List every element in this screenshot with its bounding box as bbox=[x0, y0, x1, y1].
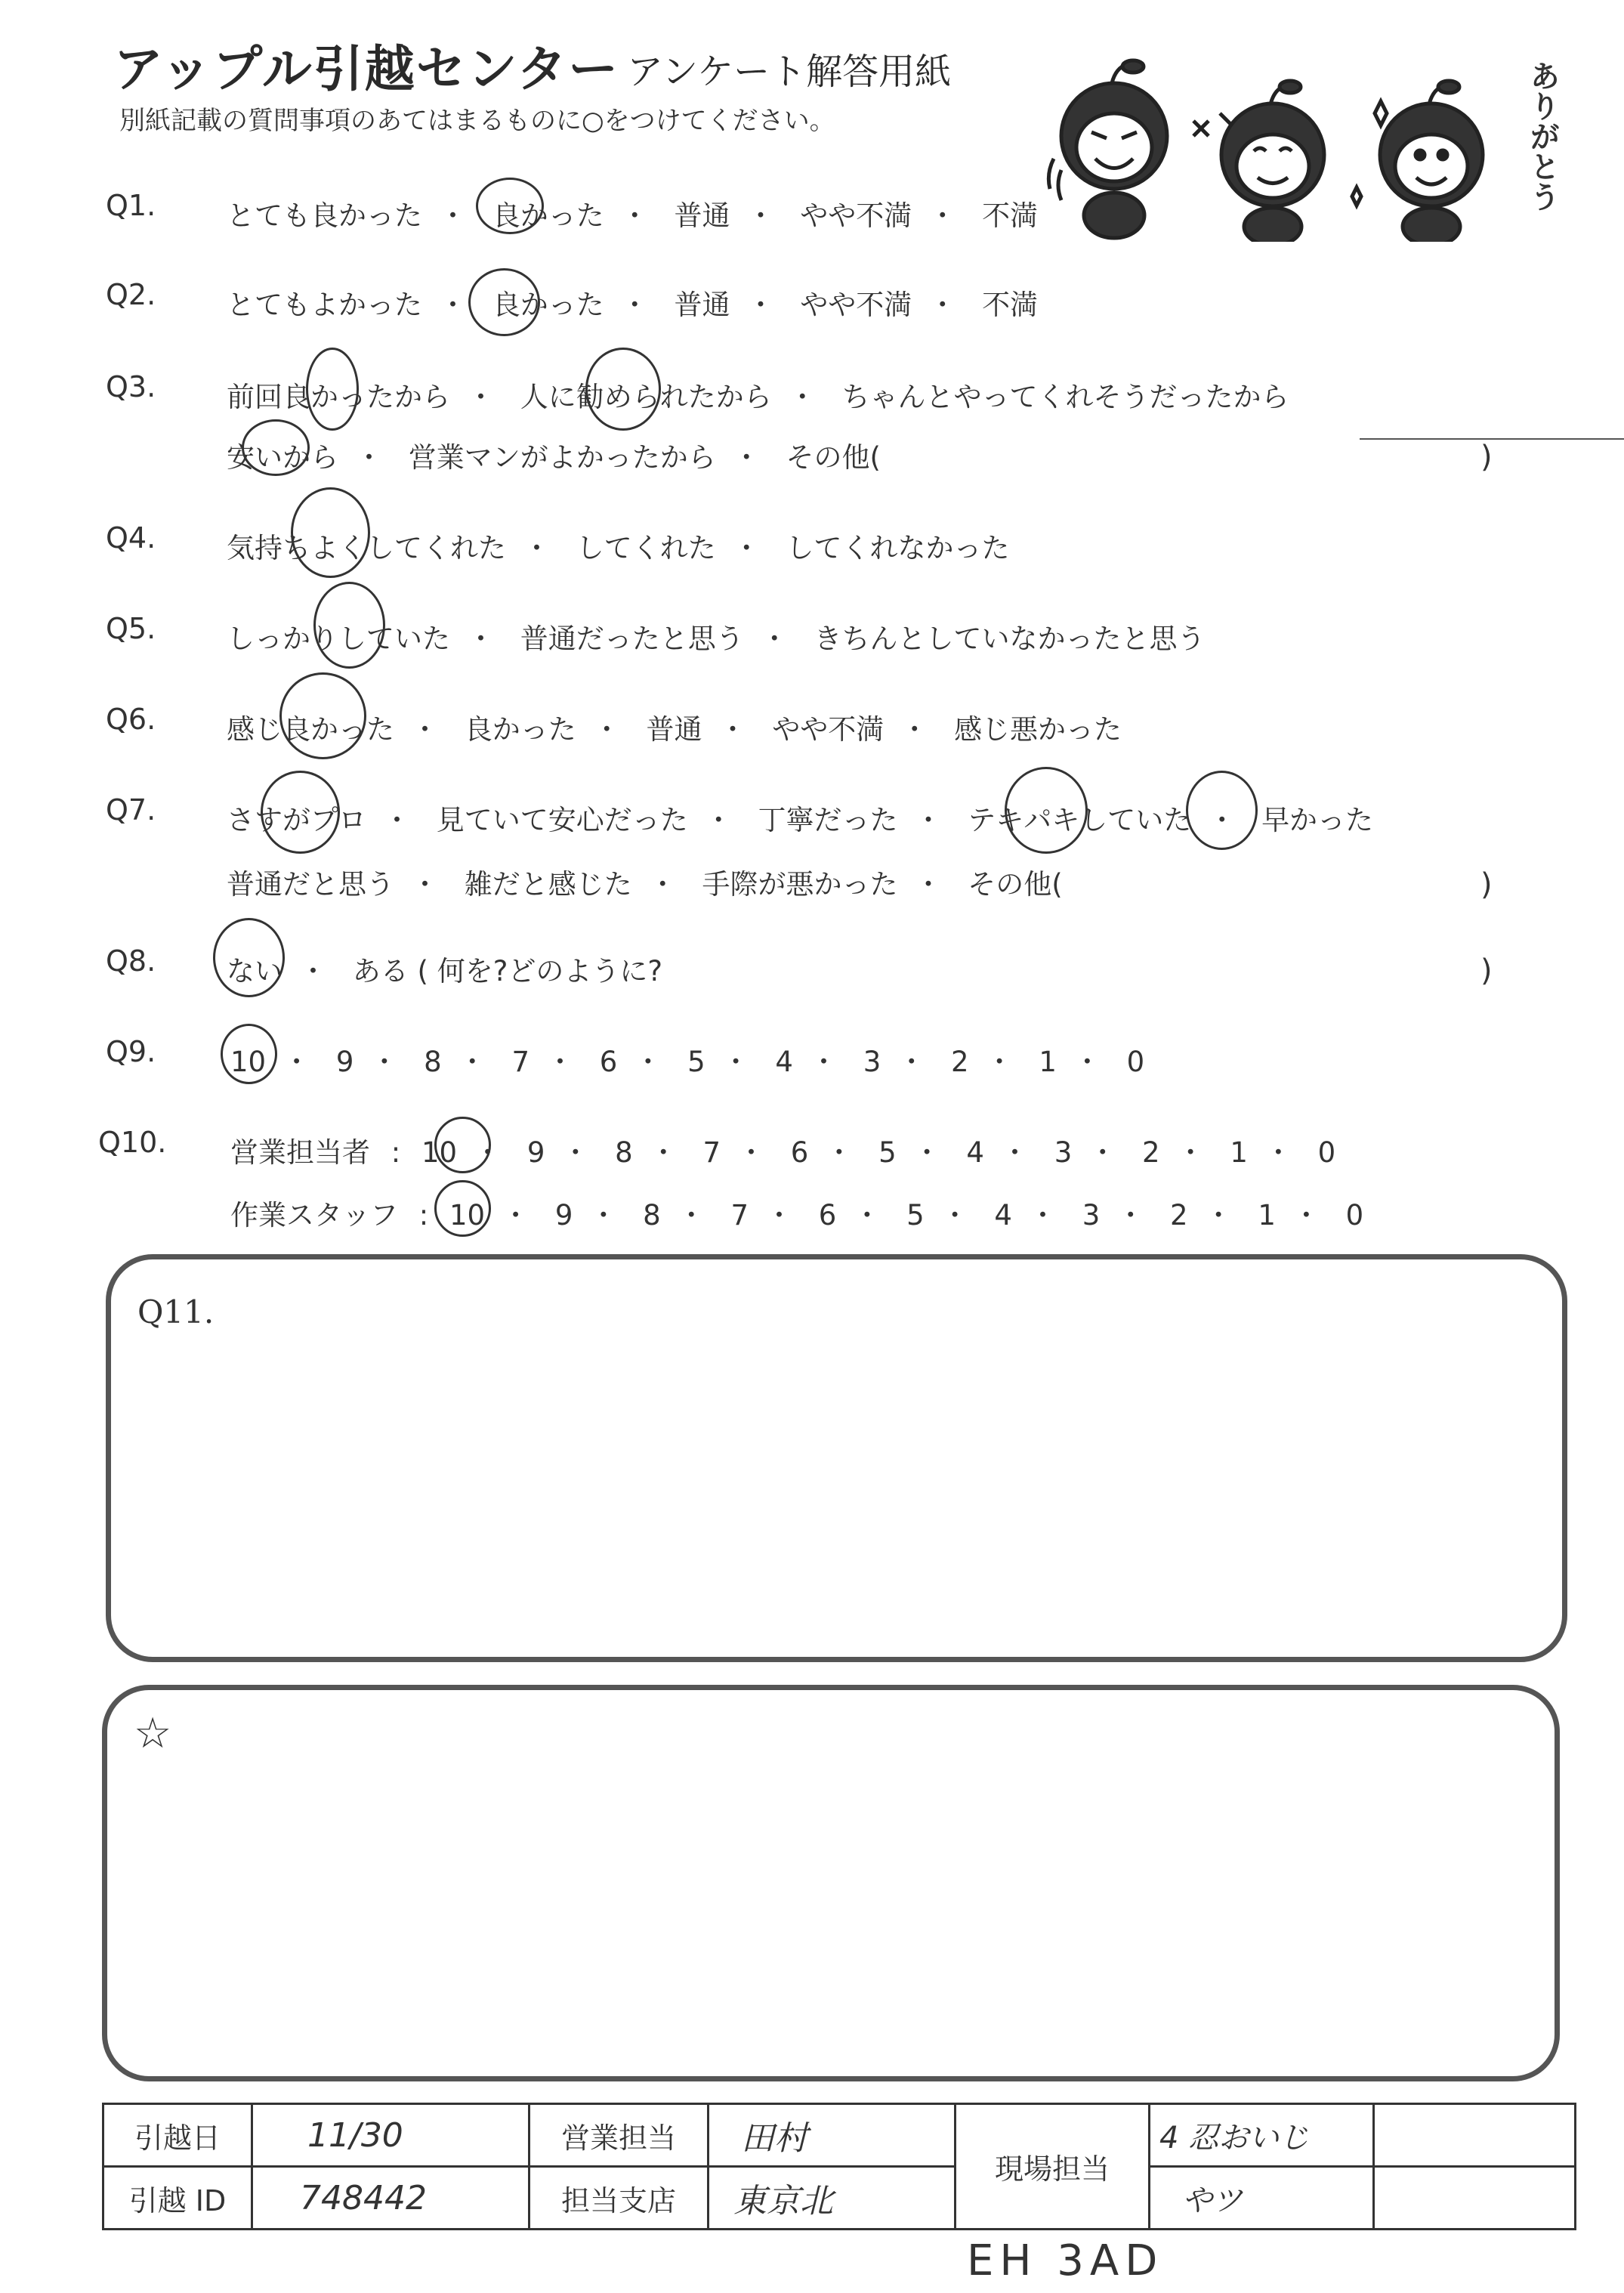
q4-selection-circle bbox=[291, 487, 370, 578]
q10-sales-score-9[interactable]: 9 bbox=[526, 1136, 545, 1169]
q7-selection-circle bbox=[1186, 771, 1258, 850]
moving-id-label: 引越 ID bbox=[103, 2167, 252, 2230]
q2-options: とてもよかった ・ 良かった ・ 普通 ・ やや不満 ・ 不満 bbox=[227, 282, 1038, 323]
q6-number: Q6. bbox=[106, 703, 156, 736]
q10-sales-score-10[interactable]: 10 bbox=[421, 1136, 458, 1169]
additional-comment-box[interactable] bbox=[102, 1685, 1560, 2081]
q5-option-3[interactable]: きちんとしていなかったと思う bbox=[814, 623, 1206, 655]
instructions: 別紙記載の質問事項のあてはまるものに○をつけてください。 bbox=[119, 106, 835, 136]
q10-sales-score-8[interactable]: 8 bbox=[615, 1136, 633, 1169]
q3-divider-line bbox=[1360, 438, 1624, 440]
q2-number: Q2. bbox=[106, 278, 156, 311]
q9-score-9[interactable]: 9 bbox=[335, 1046, 354, 1078]
moving-id-value: 748442 bbox=[252, 2167, 529, 2230]
q9-scale: 10 ・ 9 ・ 8 ・ 7 ・ 6 ・ 5 ・ 4 ・ 3 ・ 2 ・ 1 ・ 0 bbox=[230, 1046, 1145, 1078]
q7-option-1[interactable]: さすがプロ bbox=[227, 804, 366, 836]
branch-value: 東京北 bbox=[709, 2167, 956, 2230]
q11-label: Q11. bbox=[137, 1293, 215, 1330]
q9-score-10[interactable]: 10 bbox=[230, 1046, 267, 1078]
q3-close-paren: ) bbox=[1480, 440, 1493, 474]
q10-sales-label: 営業担当者 bbox=[230, 1136, 370, 1169]
sales-rep-value: 田村 bbox=[709, 2104, 956, 2167]
q9-score-6[interactable]: 6 bbox=[599, 1046, 618, 1078]
q3-option-4[interactable]: 安いから bbox=[227, 441, 338, 474]
q9-score-8[interactable]: 8 bbox=[424, 1046, 442, 1078]
q10-staff-score-10[interactable]: 10 bbox=[449, 1199, 486, 1231]
monkey-mascot-icon bbox=[1048, 60, 1167, 238]
q3-option-6[interactable]: その他( bbox=[786, 441, 881, 474]
q2-option-2[interactable]: 良かった bbox=[492, 289, 604, 321]
q5-selection-circle bbox=[313, 582, 385, 669]
q10-staff-score-1[interactable]: 1 bbox=[1258, 1199, 1276, 1231]
branch-label: 担当支店 bbox=[529, 2167, 709, 2230]
q3-option-2[interactable]: 人に勧められたから bbox=[520, 381, 772, 413]
q2-option-4[interactable]: やや不満 bbox=[800, 289, 912, 321]
footer-handwritten-note: EH 3AD bbox=[967, 2236, 1164, 2285]
q3-option-1[interactable]: 前回良かったから bbox=[227, 381, 450, 413]
q9-number: Q9. bbox=[106, 1035, 156, 1068]
q6-selection-circle bbox=[279, 672, 366, 759]
q7-option-3[interactable]: 丁寧だった bbox=[758, 804, 898, 836]
q10-sales-score-4[interactable]: 4 bbox=[966, 1136, 984, 1169]
q7-option-8[interactable]: 手際が悪かった bbox=[702, 868, 898, 901]
q5-option-2[interactable]: 普通だったと思う bbox=[520, 623, 744, 655]
q7-selection-circle bbox=[1005, 767, 1088, 854]
q1-option-2[interactable]: 良かった bbox=[492, 199, 604, 232]
q1-options: とても良かった ・ 良かった ・ 普通 ・ やや不満 ・ 不満 bbox=[227, 193, 1038, 233]
q3-options-line2: 安いから ・ 営業マンがよかったから ・ その他( bbox=[227, 434, 881, 475]
q7-option-4[interactable]: テキパキしていた bbox=[968, 804, 1192, 836]
q3-selection-circle bbox=[306, 348, 359, 431]
q10-staff-score-9[interactable]: 9 bbox=[554, 1199, 573, 1231]
q10-sales-score-7[interactable]: 7 bbox=[702, 1136, 721, 1169]
q7-option-9[interactable]: その他( bbox=[968, 868, 1063, 901]
q2-option-1[interactable]: とてもよかった bbox=[227, 289, 422, 321]
q1-selection-circle bbox=[476, 178, 544, 234]
q9-selection-circle bbox=[221, 1024, 277, 1084]
q10-sales-row: 営業担当者 : 10 ・ 9 ・ 8 ・ 7 ・ 6 ・ 5 ・ 4 ・ 3 ・ 2 ・ 1 ・ 0 bbox=[230, 1130, 1335, 1170]
q1-number: Q1. bbox=[106, 189, 156, 222]
q9-score-3[interactable]: 3 bbox=[863, 1046, 881, 1078]
q10-staff-label: 作業スタッフ bbox=[230, 1199, 398, 1231]
q10-sales-selection-circle bbox=[434, 1117, 491, 1173]
q7-close-paren: ) bbox=[1480, 867, 1493, 902]
q8-close-paren: ) bbox=[1480, 953, 1493, 988]
q1-option-4[interactable]: やや不満 bbox=[800, 199, 912, 232]
q10-sales-score-3[interactable]: 3 bbox=[1054, 1136, 1073, 1169]
q10-staff-score-4[interactable]: 4 bbox=[994, 1199, 1012, 1231]
q3-option-3[interactable]: ちゃんとやってくれそうだったから bbox=[841, 381, 1289, 413]
q3-selection-circle bbox=[242, 419, 310, 476]
q4-options: 気持ちよくしてくれた ・ してくれた ・ してくれなかった bbox=[227, 525, 1010, 566]
q2-selection-circle bbox=[468, 268, 540, 336]
q2-option-5[interactable]: 不満 bbox=[982, 289, 1039, 321]
q9-score-1[interactable]: 1 bbox=[1039, 1046, 1057, 1078]
q7-option-7[interactable]: 雑だと感じた bbox=[464, 868, 632, 901]
sales-rep-label: 営業担当 bbox=[529, 2104, 709, 2167]
q7-option-2[interactable]: 見ていて安心だった bbox=[436, 804, 688, 836]
q10-staff-score-6[interactable]: 6 bbox=[818, 1199, 837, 1231]
site-staff-extra-2 bbox=[1374, 2167, 1576, 2230]
site-staff-extra-1 bbox=[1374, 2104, 1576, 2167]
q6-option-3[interactable]: 普通 bbox=[646, 713, 702, 746]
q2-option-3[interactable]: 普通 bbox=[674, 289, 730, 321]
q10-staff-score-2[interactable]: 2 bbox=[1170, 1199, 1188, 1231]
q10-staff-score-8[interactable]: 8 bbox=[643, 1199, 661, 1231]
q1-option-5[interactable]: 不満 bbox=[982, 199, 1039, 232]
q4-option-2[interactable]: してくれた bbox=[576, 532, 716, 564]
q4-option-1[interactable]: 気持ちよくしてくれた bbox=[227, 532, 506, 564]
q8-number: Q8. bbox=[106, 944, 156, 978]
q4-option-3[interactable]: してくれなかった bbox=[786, 532, 1010, 564]
q10-staff-row: 作業スタッフ : 10 ・ 9 ・ 8 ・ 7 ・ 6 ・ 5 ・ 4 ・ 3 ・ 2 ・ 1 ・ 0 bbox=[230, 1192, 1363, 1233]
monkey-mascot-icon bbox=[1193, 81, 1324, 242]
q10-number: Q10. bbox=[98, 1126, 167, 1159]
q6-option-1[interactable]: 感じ良かった bbox=[227, 713, 394, 746]
site-staff-value-1: 4 忍おいじ bbox=[1150, 2104, 1374, 2167]
q5-option-1[interactable]: しっかりしていた bbox=[227, 623, 450, 655]
q10-staff-score-0[interactable]: 0 bbox=[1345, 1199, 1364, 1231]
q7-selection-circle bbox=[261, 771, 340, 854]
thanks-text: ありがとう bbox=[1525, 60, 1560, 212]
q8-option-2[interactable]: ある ( 何を?どのように? bbox=[352, 955, 662, 987]
form-subtitle: アンケート解答用紙 bbox=[627, 51, 952, 93]
q7-number: Q7. bbox=[106, 793, 156, 827]
mascot-illustration bbox=[1042, 45, 1571, 242]
monkey-mascot-icon bbox=[1352, 81, 1483, 242]
star-icon: ☆ bbox=[134, 1709, 172, 1758]
q3-options-line1: 前回良かったから ・ 人に勧められたから ・ ちゃんとやってくれそうだったから bbox=[227, 374, 1289, 415]
q5-options: しっかりしていた ・ 普通だったと思う ・ きちんとしていなかったと思う bbox=[227, 616, 1206, 657]
q7-option-5[interactable]: 早かった bbox=[1261, 804, 1374, 836]
q7-options-line2: 普通だと思う ・ 雑だと感じた ・ 手際が悪かった ・ その他( bbox=[227, 861, 1063, 902]
q3-selection-circle bbox=[585, 348, 661, 431]
q6-option-5[interactable]: 感じ悪かった bbox=[954, 713, 1122, 746]
q11-comment-box[interactable] bbox=[106, 1254, 1567, 1662]
q8-options: ない ・ ある ( 何を?どのように? bbox=[227, 948, 662, 989]
q6-options: 感じ良かった ・ 良かった ・ 普通 ・ やや不満 ・ 感じ悪かった bbox=[227, 706, 1122, 747]
q10-staff-selection-circle bbox=[434, 1180, 491, 1237]
q3-option-5[interactable]: 営業マンがよかったから bbox=[408, 441, 716, 474]
q10-sales-score-2[interactable]: 2 bbox=[1142, 1136, 1160, 1169]
q6-option-4[interactable]: やや不満 bbox=[772, 713, 885, 746]
q8-selection-circle bbox=[213, 918, 285, 997]
q10-sales-score-0[interactable]: 0 bbox=[1317, 1136, 1336, 1169]
q1-option-3[interactable]: 普通 bbox=[674, 199, 730, 232]
q9-score-0[interactable]: 0 bbox=[1126, 1046, 1145, 1078]
q4-number: Q4. bbox=[106, 521, 156, 555]
q7-option-6[interactable]: 普通だと思う bbox=[227, 868, 394, 901]
q10-staff-score-7[interactable]: 7 bbox=[730, 1199, 749, 1231]
q9-score-7[interactable]: 7 bbox=[511, 1046, 530, 1078]
q6-option-2[interactable]: 良かった bbox=[464, 713, 576, 746]
q9-score-2[interactable]: 2 bbox=[951, 1046, 969, 1078]
q3-number: Q3. bbox=[106, 370, 156, 403]
site-staff-label: 現場担当 bbox=[956, 2104, 1150, 2230]
q5-number: Q5. bbox=[106, 612, 156, 645]
moving-date-label: 引越日 bbox=[103, 2104, 252, 2167]
q10-sales-score-1[interactable]: 1 bbox=[1230, 1136, 1248, 1169]
moving-info-table bbox=[102, 2103, 1576, 2230]
q9-score-4[interactable]: 4 bbox=[775, 1046, 793, 1078]
q10-staff-score-5[interactable]: 5 bbox=[906, 1199, 925, 1231]
q10-staff-score-3[interactable]: 3 bbox=[1082, 1199, 1101, 1231]
q1-option-1[interactable]: とても良かった bbox=[227, 199, 422, 232]
site-staff-value-2: やツ bbox=[1150, 2167, 1374, 2230]
form-title: アップル引越センター bbox=[113, 40, 620, 98]
q10-sales-score-6[interactable]: 6 bbox=[790, 1136, 809, 1169]
q9-score-5[interactable]: 5 bbox=[687, 1046, 705, 1078]
moving-date-value: 11/30 bbox=[252, 2104, 529, 2167]
q10-sales-score-5[interactable]: 5 bbox=[878, 1136, 897, 1169]
q8-option-1[interactable]: ない bbox=[227, 955, 283, 987]
q7-options-line1: さすがプロ ・ 見ていて安心だった ・ 丁寧だった ・ テキパキしていた ・ 早かった bbox=[227, 797, 1373, 838]
